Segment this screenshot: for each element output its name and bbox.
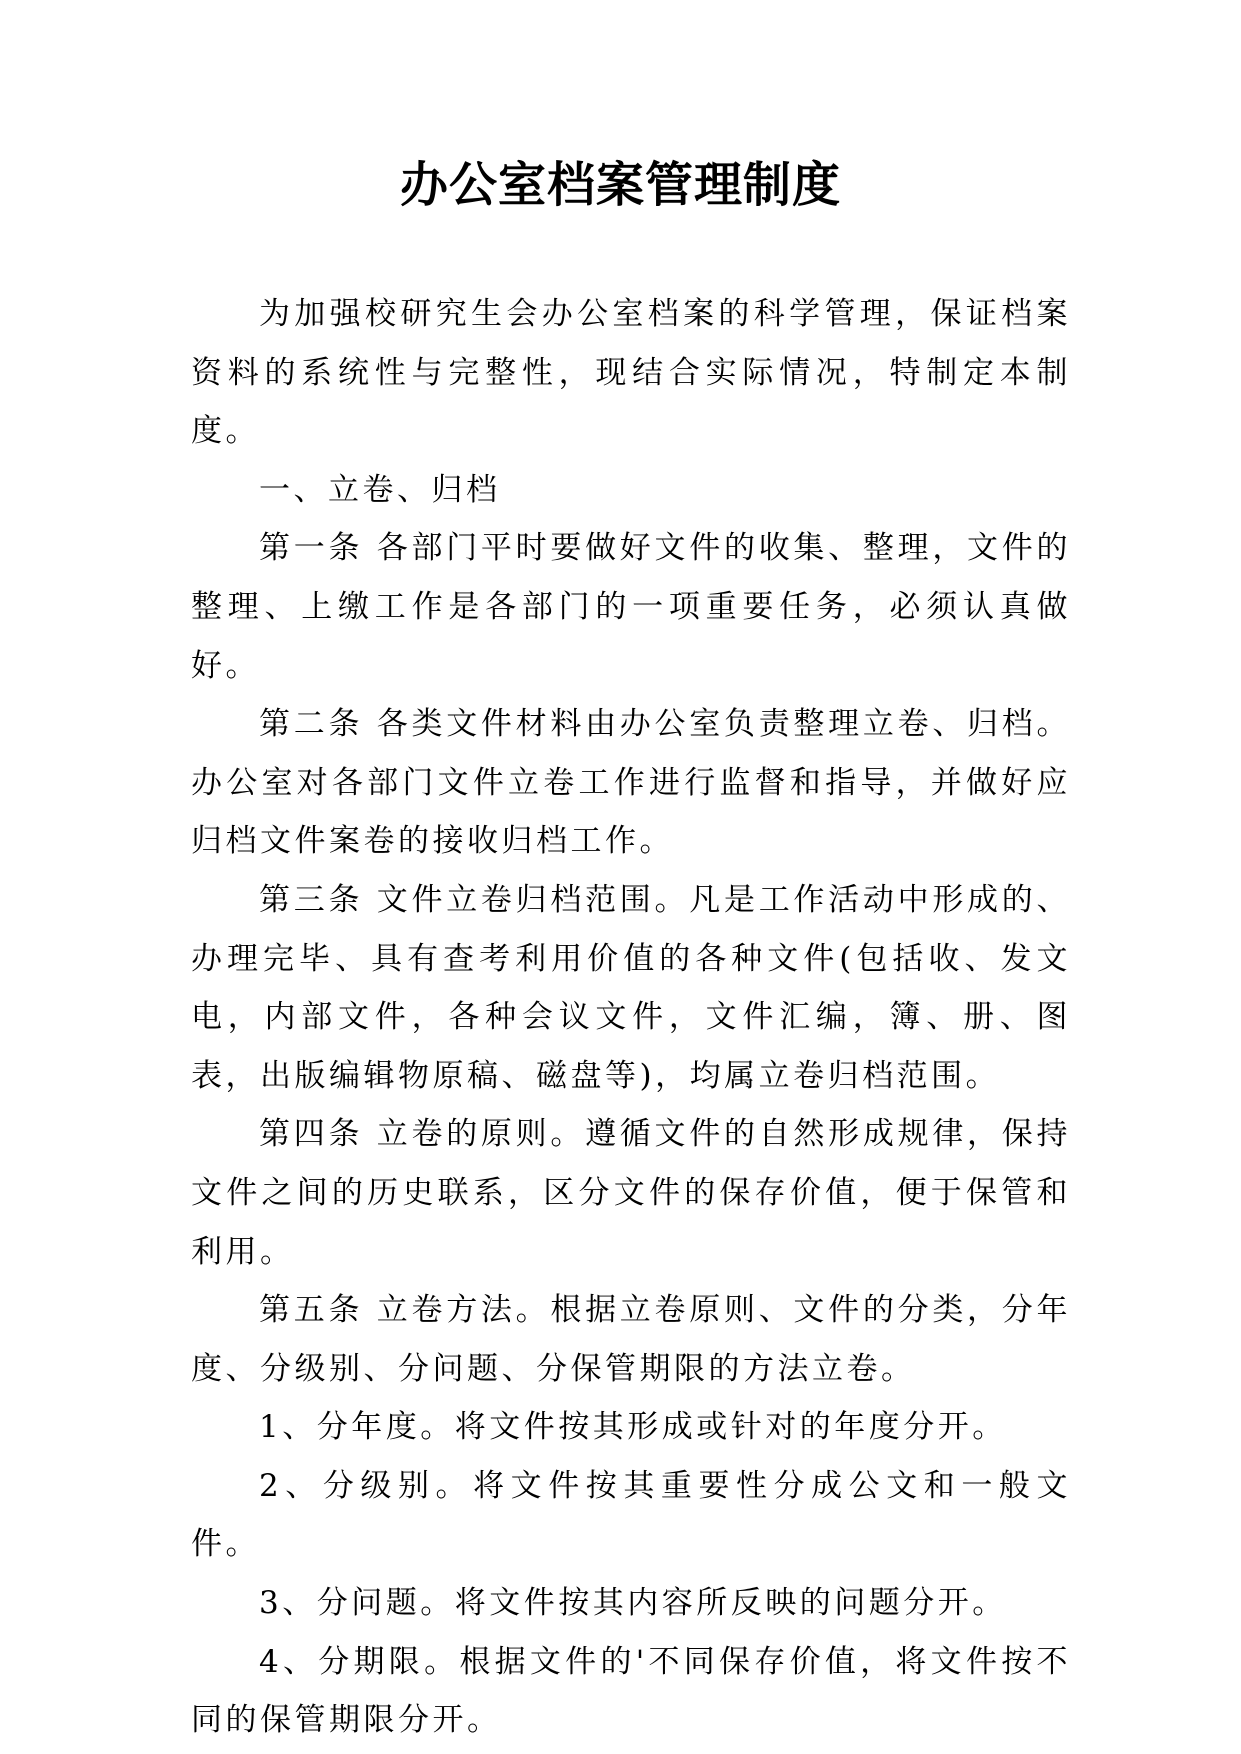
list-item-1: 1、分年度。将文件按其形成或针对的年度分开。 bbox=[259, 1409, 1007, 1446]
article-5: 第五条 立卷方法。根据立卷原则、文件的分类，分年度、分级别、分问题、分保管期限的方法立卷。 bbox=[191, 1292, 1071, 1387]
list-item-3: 3、分问题。将文件按其内容所反映的问题分开。 bbox=[259, 1585, 1007, 1622]
article-1: 第一条 各部门平时要做好文件的收集、整理，文件的整理、上缴工作是各部门的一项重要任务，必须认真做好。 bbox=[191, 530, 1071, 684]
document-body bbox=[191, 285, 1071, 1750]
document-title: 办公室档案管理制度 bbox=[399, 157, 841, 213]
article-2: 第二条 各类文件材料由办公室负责整理立卷、归档。办公室对各部门文件立卷工作进行监督和指导，并做好应归档文件案卷的接收归档工作。 bbox=[191, 706, 1071, 860]
article-3: 第三条 文件立卷归档范围。凡是工作活动中形成的、办理完毕、具有查考利用价值的各种文件(包括收、发文电，内部文件，各种会议文件，文件汇编，簿、册、图表，出版编辑物原稿、磁盘等)，均属立卷归档范围。 bbox=[191, 881, 1071, 1094]
list-item-4: 4、分期限。根据文件的'不同保存价值，将文件按不同的保管期限分开。 bbox=[191, 1643, 1071, 1739]
list-item-2: 2、分级别。将文件按其重要性分成公文和一般文件。 bbox=[191, 1467, 1071, 1563]
section-heading: 一、立卷、归档 bbox=[259, 471, 501, 508]
paragraph-intro: 为加强校研究生会办公室档案的科学管理，保证档案资料的系统性与完整性，现结合实际情况，特制定本制度。 bbox=[191, 296, 1071, 450]
article-4: 第四条 立卷的原则。遵循文件的自然形成规律，保持文件之间的历史联系，区分文件的保存价值，便于保管和利用。 bbox=[191, 1116, 1071, 1270]
